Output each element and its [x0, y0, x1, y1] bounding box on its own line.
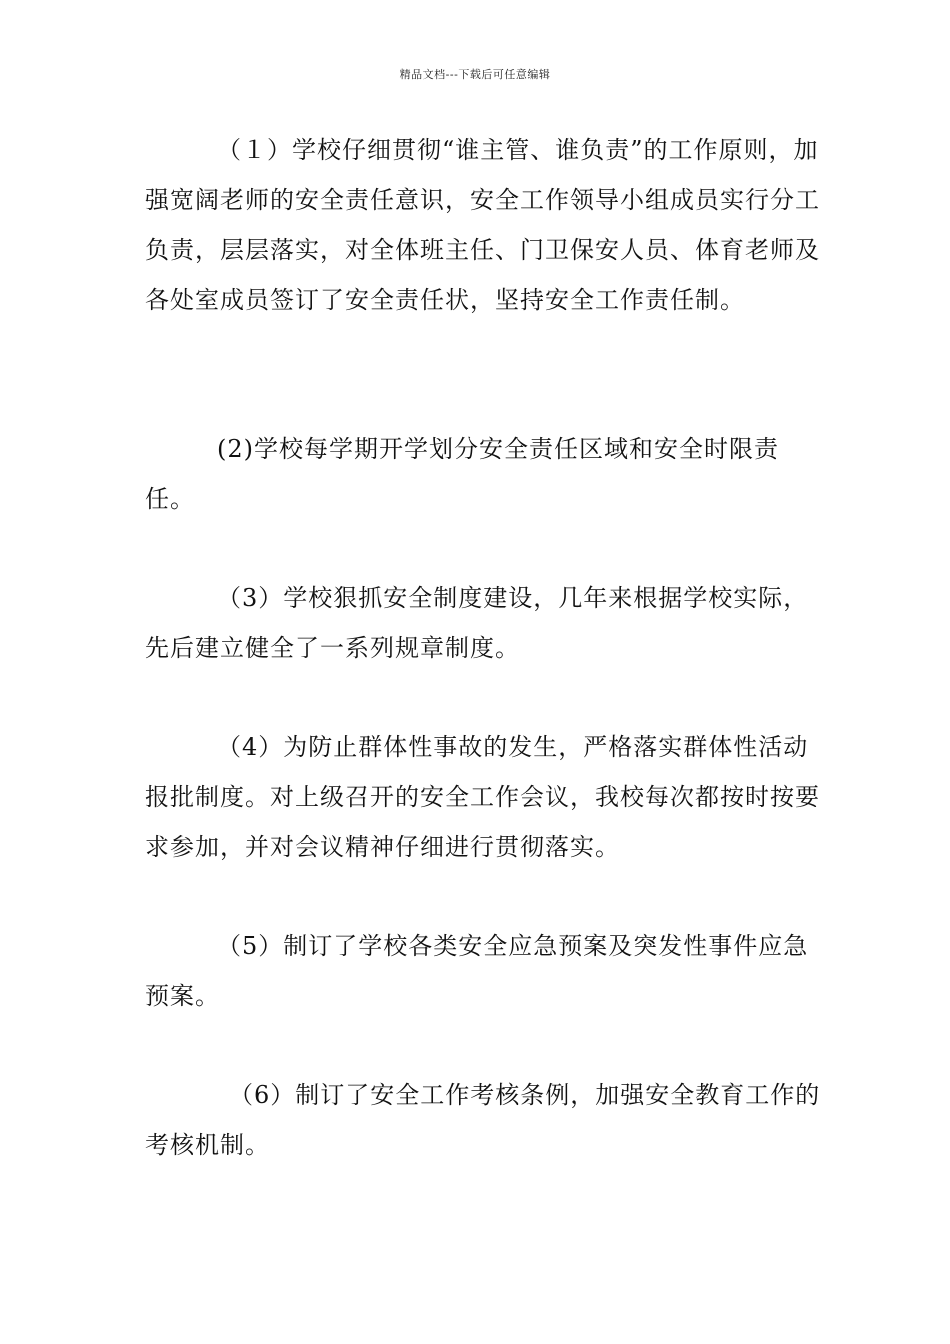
paragraph-4: （4）为防止群体性事故的发生，严格落实群体性活动报批制度。对上级召开的安全工作会议，我校每次都按时按要求参加，并对会议精神仔细进行贯彻落实。: [145, 733, 820, 861]
paragraph-3: （3）学校狠抓安全制度建设，几年来根据学校实际，先后建立健全了一系列规章制度。: [145, 584, 809, 662]
paragraph-5: （5）制订了学校各类安全应急预案及突发性事件应急预案。: [145, 932, 809, 1010]
paragraph-6: （6）制订了安全工作考核条例，加强安全教育工作的考核机制。: [145, 1081, 821, 1159]
page-header: 精品文档---下载后可任意编辑: [399, 68, 551, 81]
paragraph-1: （１）学校仔细贯彻“谁主管、谁负责”的工作原则，加强宽阔老师的安全责任意识，安全工作领导小组成员实行分工负责，层层落实，对全体班主任、门卫保安人员、体育老师及各处室成员签订了安全责任状，坚持安全工作责任制。: [145, 136, 820, 314]
paragraph-2: (2)学校每学期开学划分安全责任区域和安全时限责任。: [145, 435, 779, 513]
